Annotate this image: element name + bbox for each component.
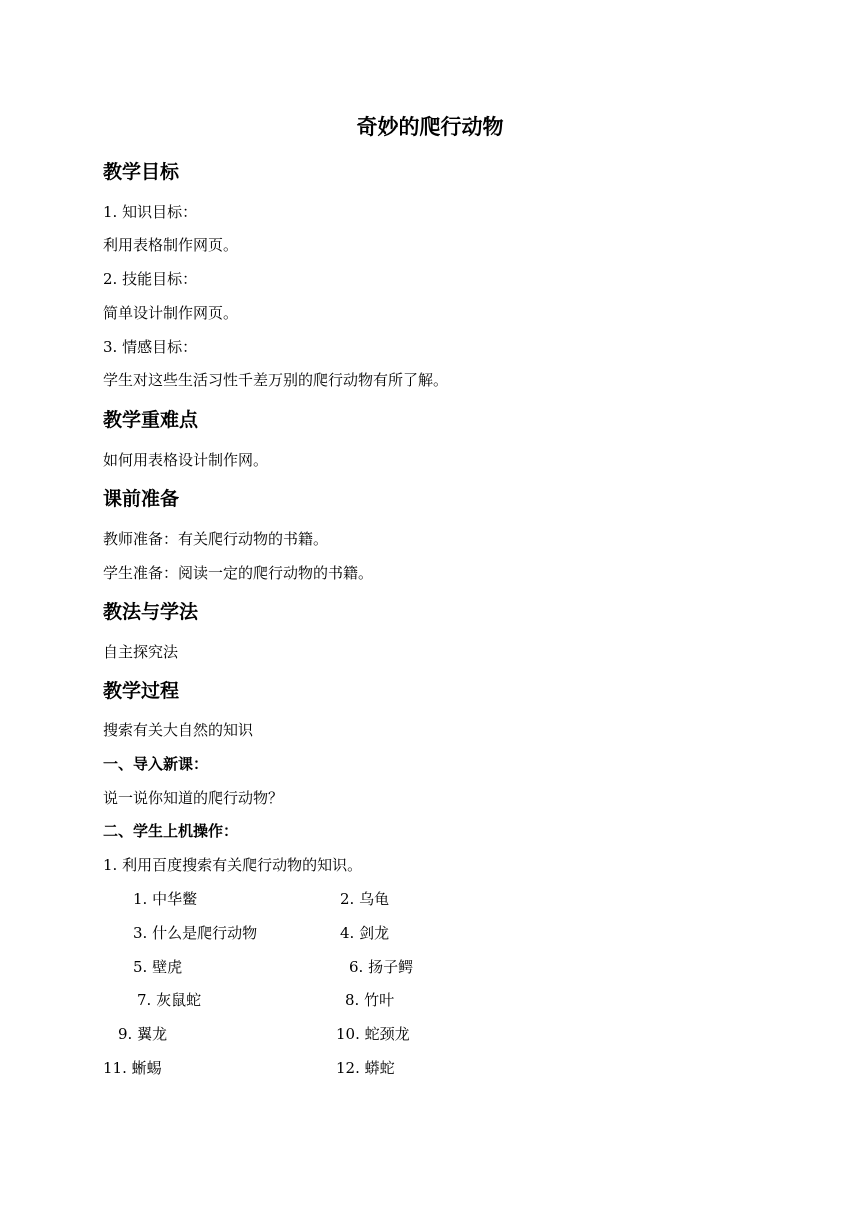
section-heading-objectives: 教学目标 — [103, 161, 180, 183]
section-heading-key-points: 教学重难点 — [103, 409, 199, 431]
topic-item: 6. 扬子鳄 — [349, 958, 414, 976]
preparation-line: 学生准备：阅读一定的爬行动物的书籍。 — [103, 564, 374, 582]
topic-item: 9. 翼龙 — [118, 1025, 168, 1043]
topic-item: 1. 中华鳖 — [133, 890, 198, 908]
process-step-heading: 一、导入新课： — [103, 755, 209, 773]
objective-line: 1. 知识目标： — [103, 203, 198, 221]
topic-item: 12. 蟒蛇 — [336, 1059, 395, 1077]
topic-item: 11. 蜥蜴 — [103, 1059, 162, 1077]
topic-item: 3. 什么是爬行动物 — [133, 924, 258, 942]
process-step-text: 说一说你知道的爬行动物？ — [103, 789, 284, 807]
section-heading-preparation: 课前准备 — [103, 488, 180, 510]
topic-item: 5. 壁虎 — [133, 958, 183, 976]
topic-item: 8. 竹叶 — [345, 991, 395, 1009]
objective-line: 利用表格制作网页。 — [103, 236, 239, 254]
section-heading-process: 教学过程 — [103, 680, 180, 702]
objective-line: 学生对这些生活习性千差万别的爬行动物有所了解。 — [103, 371, 449, 389]
topic-item: 10. 蛇颈龙 — [336, 1025, 410, 1043]
key-point-line: 如何用表格设计制作网。 — [103, 451, 269, 469]
preparation-line: 教师准备：有关爬行动物的书籍。 — [103, 530, 329, 548]
document-title: 奇妙的爬行动物 — [356, 115, 504, 139]
objective-line: 2. 技能目标： — [103, 270, 198, 288]
topic-item: 7. 灰鼠蛇 — [137, 991, 202, 1009]
topic-item: 4. 剑龙 — [340, 924, 390, 942]
topic-item: 2. 乌龟 — [340, 890, 390, 908]
objective-line: 3. 情感目标： — [103, 338, 198, 356]
method-line: 自主探究法 — [103, 643, 179, 661]
process-intro: 搜索有关大自然的知识 — [103, 721, 254, 739]
objective-line: 简单设计制作网页。 — [103, 304, 239, 322]
section-heading-methods: 教法与学法 — [103, 601, 199, 623]
process-step-heading: 二、学生上机操作： — [103, 822, 239, 840]
process-step-text: 1. 利用百度搜索有关爬行动物的知识。 — [103, 856, 363, 874]
